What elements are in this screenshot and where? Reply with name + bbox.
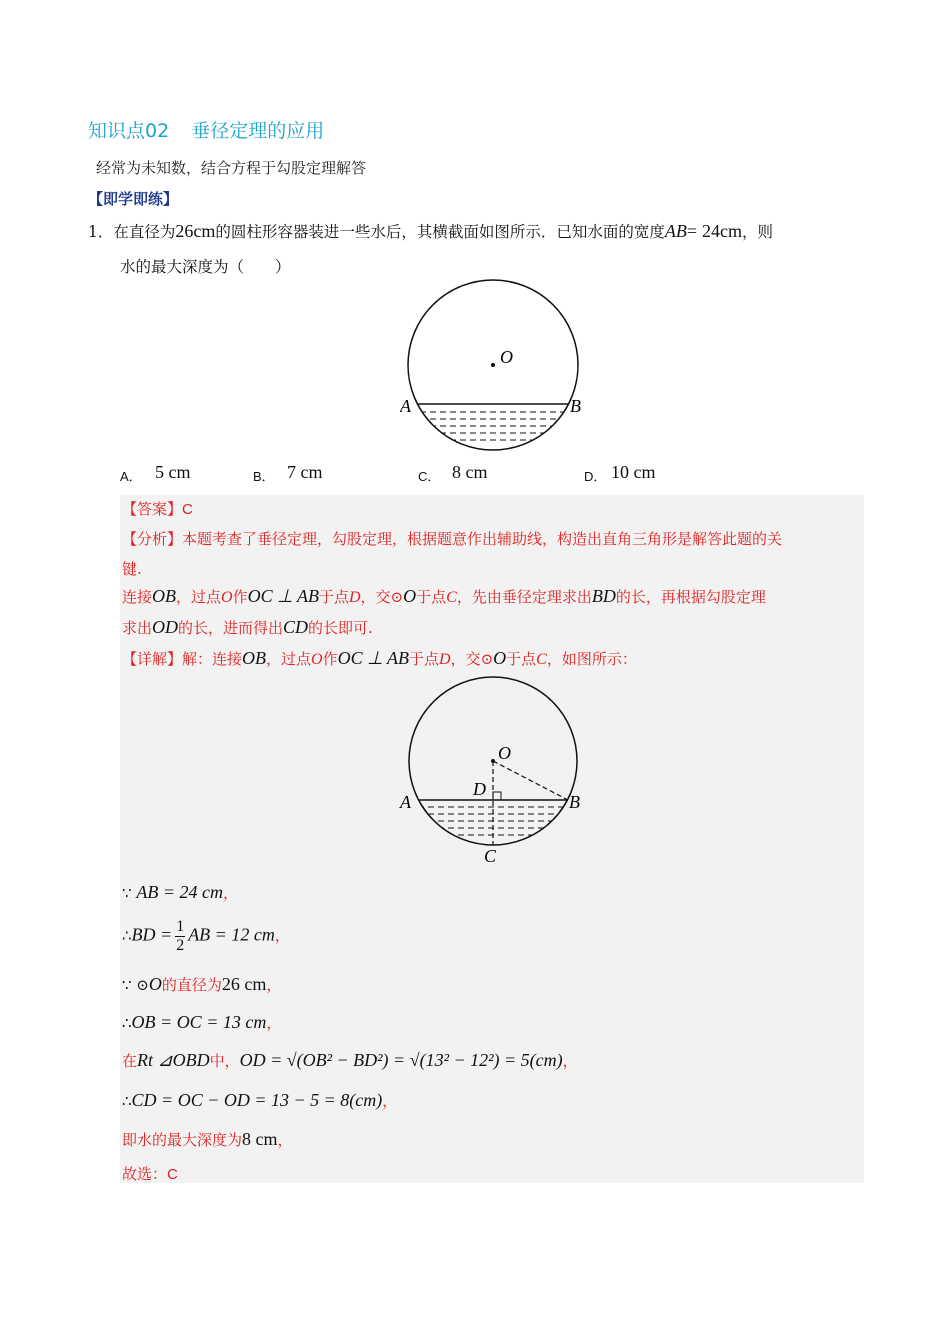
label-o-2: O xyxy=(498,743,511,763)
segment-ob xyxy=(493,761,568,800)
option-a-value[interactable]: 5 cm xyxy=(155,462,191,482)
label-c: C xyxy=(484,846,497,866)
answer-line: 【答案】C xyxy=(122,500,193,518)
option-d-value[interactable]: 10 cm xyxy=(611,462,656,482)
question-text-3: ，则 xyxy=(742,223,774,241)
width-unit: cm xyxy=(720,221,742,241)
final-choice: 故选：C xyxy=(122,1165,178,1183)
diameter-unit: cm xyxy=(193,221,216,241)
step-2: ∴BD = $\frac{1}{2}$ AB = 12 cm， xyxy=(122,918,290,954)
intro-text: 经常为未知数，结合方程于勾股定理解答 xyxy=(96,159,367,177)
step-3: ∵ ⊙O的直径为26 cm， xyxy=(122,974,282,994)
question-text: 在直径为 xyxy=(113,223,176,241)
center-point xyxy=(491,363,495,367)
step-4: ∴OB = OC = 13 cm， xyxy=(122,1012,282,1032)
water-hatching xyxy=(410,412,580,440)
right-angle-mark xyxy=(493,792,501,800)
option-c-letter[interactable]: C． xyxy=(418,469,441,484)
option-b-value[interactable]: 7 cm xyxy=(287,462,323,482)
analysis-line-2: 键. xyxy=(122,560,142,578)
practice-label: 【即学即练】 xyxy=(88,190,179,208)
analysis-line-4: 求出OD的长，进而得出CD的长即可. xyxy=(122,617,373,637)
eq-sign: = xyxy=(686,221,698,241)
question-line-2: 水的最大深度为（ ） xyxy=(120,258,291,276)
option-d-letter[interactable]: D． xyxy=(584,469,607,484)
option-c-value[interactable]: 8 cm xyxy=(452,462,488,482)
section-number: 知识点02 xyxy=(88,120,170,142)
step-1: ∵ AB = 24 cm， xyxy=(122,882,238,902)
option-a-letter[interactable]: A． xyxy=(120,469,142,484)
section-title: 垂径定理的应用 xyxy=(191,120,325,142)
label-b-2: B xyxy=(569,792,580,812)
question-line-1 xyxy=(88,220,773,242)
question-text-2: 的圆柱形容器装进一些水后，其横截面如图所示．已知水面的宽度 xyxy=(215,223,665,241)
figure-circle-water xyxy=(400,278,590,453)
analysis-line-1: 【分析】本题考查了垂径定理，勾股定理，根据题意作出辅助线，构造出直角三角形是解答此题的关 xyxy=(122,530,783,548)
question-number: 1． xyxy=(88,223,114,241)
figure-circle-construction xyxy=(398,676,588,868)
ab-label: AB xyxy=(664,221,687,241)
diameter-value: 26 xyxy=(175,221,194,241)
step-5: 在Rt ⊿OBD中，OD = √(OB² − BD²) = √(13² − 12²) = 5(cm)， xyxy=(122,1050,578,1070)
width-value: 24 xyxy=(702,221,720,241)
center-point-2 xyxy=(491,759,495,763)
label-d: D xyxy=(473,779,486,799)
label-b: B xyxy=(570,396,581,416)
detail-line: 【详解】解：连接OB，过点O作OC ⊥ AB于点D，交⊙O于点C，如图所示： xyxy=(122,648,637,668)
label-a: A xyxy=(400,396,411,416)
fraction-half: $\frac{1}{2}$ xyxy=(176,918,185,954)
step-6: ∴CD = OC − OD = 13 − 5 = 8(cm)， xyxy=(122,1090,398,1110)
analysis-line-3: 连接OB，过点O作OC ⊥ AB于点D，交⊙O于点C，先由垂径定理求出BD的长，再根据勾股定理 xyxy=(122,586,766,606)
label-o: O xyxy=(500,347,513,367)
answer-value: C xyxy=(182,501,193,518)
step-7: 即水的最大深度为8 cm， xyxy=(122,1129,293,1149)
option-b-letter[interactable]: B． xyxy=(253,469,275,484)
label-a-2: A xyxy=(400,792,411,812)
section-heading xyxy=(88,116,324,143)
